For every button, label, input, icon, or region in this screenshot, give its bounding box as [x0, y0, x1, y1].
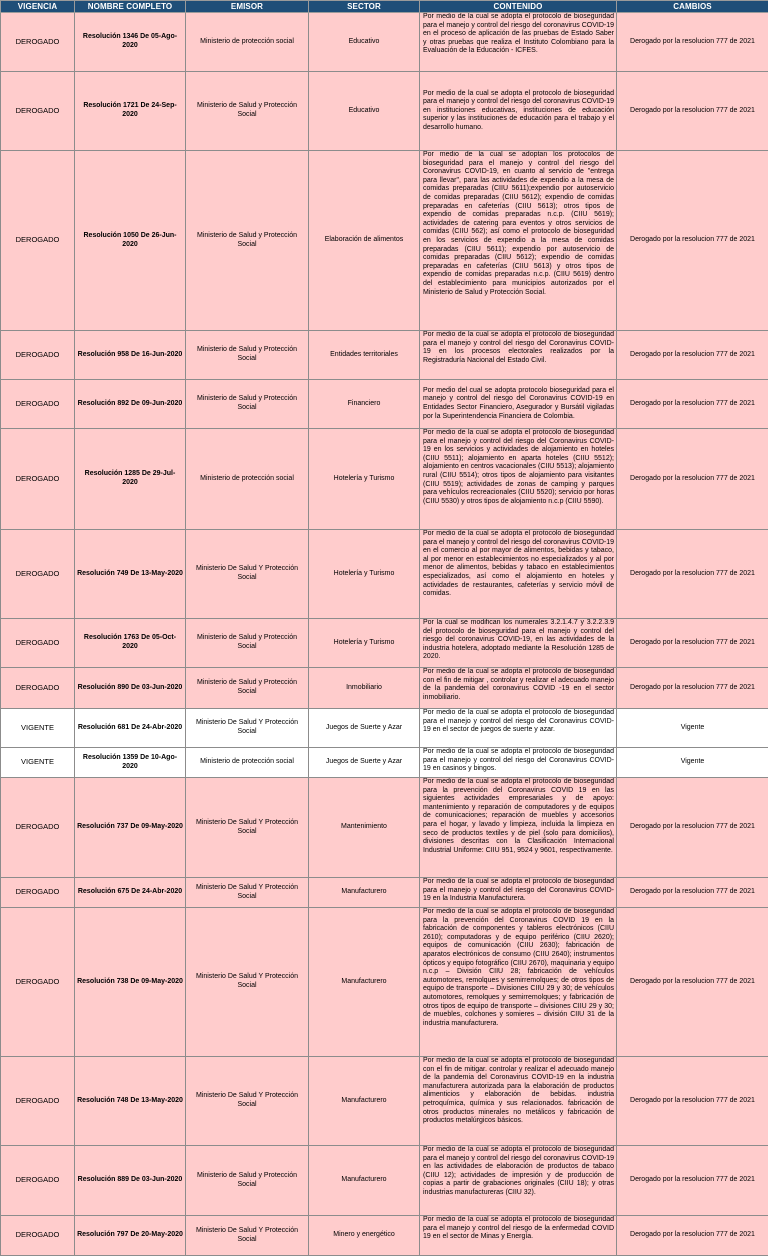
vigencia-cell: VIGENTE — [1, 748, 75, 778]
sector-cell: Financiero — [309, 380, 420, 429]
vigencia-cell: DEROGADO — [1, 1216, 75, 1256]
cambios-cell: Derogado por la resolucion 777 de 2021 — [617, 1146, 768, 1216]
nombre-cell: Resolución 1346 De 05-Ago-2020 — [75, 13, 186, 72]
sector-cell: Juegos de Suerte y Azar — [309, 709, 420, 748]
cambios-cell: Vigente — [617, 748, 768, 778]
nombre-cell: Resolución 890 De 03-Jun-2020 — [75, 668, 186, 709]
vigencia-cell: DEROGADO — [1, 72, 75, 151]
nombre-cell: Resolución 737 De 09-May-2020 — [75, 778, 186, 878]
sector-cell: Mantenimiento — [309, 778, 420, 878]
emisor-cell: Ministerio de Salud y Protección Social — [186, 380, 309, 429]
vigencia-cell: DEROGADO — [1, 778, 75, 878]
vigencia-cell: DEROGADO — [1, 1146, 75, 1216]
nombre-cell: Resolución 797 De 20-May-2020 — [75, 1216, 186, 1256]
vigencia-cell: DEROGADO — [1, 331, 75, 380]
table-row — [1, 709, 768, 748]
contenido-cell: Por medio de la cual se adopta el protocolo de bioseguridad para el manejo y control del riesgo del Coronavirus COVID-19 en los servicios y actividades de alojamiento en hoteles (CIIU 5511); alojamiento en aparta hoteles (CIIU 5512); alojamiento en centros vacacionales (CIIU 5513); alojamiento rural (CIIU 5514); otros tipos de alojamiento para visitantes (CIIU 5519); actividades de zonas de camping y parques para vehículos recreacionales (CIIU 5520); servicio por horas (CIIU 5530) y otros tipos de alojamiento n.c.p (CIIU 5590). — [420, 429, 617, 530]
emisor-cell: Ministerio De Salud Y Protección Social — [186, 878, 309, 908]
header-cambios: CAMBIOS — [617, 1, 768, 13]
cambios-cell: Derogado por la resolucion 777 de 2021 — [617, 13, 768, 72]
header-row — [1, 1, 768, 13]
table-body — [1, 13, 768, 1256]
nombre-cell: Resolución 1050 De 26-Jun-2020 — [75, 151, 186, 331]
vigencia-cell: DEROGADO — [1, 380, 75, 429]
emisor-cell: Ministerio De Salud Y Protección Social — [186, 1057, 309, 1146]
sector-cell: Manufacturero — [309, 1146, 420, 1216]
sector-cell: Educativo — [309, 13, 420, 72]
vigencia-cell: VIGENTE — [1, 709, 75, 748]
table-row — [1, 151, 768, 331]
emisor-cell: Ministerio de Salud y Protección Social — [186, 72, 309, 151]
cambios-cell: Derogado por la resolucion 777 de 2021 — [617, 908, 768, 1057]
nombre-cell: Resolución 958 De 16-Jun-2020 — [75, 331, 186, 380]
contenido-cell: Por medio del cual se adopta protocolo bioseguridad para el manejo y control del riesgo del Coronavirus COVID-19 en Entidades Sector Financiero, Asegurador y Bursátil vigiladas por la Superintendencia Financiera de Colombia. — [420, 380, 617, 429]
cambios-cell: Derogado por la resolucion 777 de 2021 — [617, 668, 768, 709]
cambios-cell: Derogado por la resolucion 777 de 2021 — [617, 619, 768, 668]
nombre-cell: Resolución 738 De 09-May-2020 — [75, 908, 186, 1057]
emisor-cell: Ministerio De Salud Y Protección Social — [186, 709, 309, 748]
cambios-cell: Derogado por la resolucion 777 de 2021 — [617, 1216, 768, 1256]
sector-cell: Hotelería y Turismo — [309, 530, 420, 619]
contenido-cell: Por medio de la cual se adopta el protocolo de bioseguridad para el manejo y control del riesgo del coronavirus COVID-19 en instituciones educativas, instituciones de educación superior y las instituciones de educación para el trabajo y el desarrollo humano. — [420, 72, 617, 151]
header-sector: SECTOR — [309, 1, 420, 13]
header-nombre: NOMBRE COMPLETO — [75, 1, 186, 13]
header-vigencia: VIGENCIA — [1, 1, 75, 13]
nombre-cell: Resolución 1721 De 24-Sep-2020 — [75, 72, 186, 151]
cambios-cell: Derogado por la resolucion 777 de 2021 — [617, 778, 768, 878]
header-contenido: CONTENIDO — [420, 1, 617, 13]
emisor-cell: Ministerio De Salud Y Protección Social — [186, 530, 309, 619]
nombre-cell: Resolución 675 De 24-Abr-2020 — [75, 878, 186, 908]
cambios-cell: Derogado por la resolucion 777 de 2021 — [617, 380, 768, 429]
contenido-cell: Por medio de la cual se adopta el protocolo de bioseguridad para el manejo y control del riesgo del Coronavirus COVID-19 en casinos y bingos. — [420, 748, 617, 778]
vigencia-cell: DEROGADO — [1, 668, 75, 709]
nombre-cell: Resolución 1285 De 29-Jul-2020 — [75, 429, 186, 530]
sector-cell: Entidades territoriales — [309, 331, 420, 380]
contenido-cell: Por medio de la cual se adopta el protocolo de bioseguridad para el manejo y control del riesgo del Coronavirus COVID-19 en el sector de juegos de suerte y azar. — [420, 709, 617, 748]
sector-cell: Manufacturero — [309, 878, 420, 908]
emisor-cell: Ministerio De Salud Y Protección Social — [186, 778, 309, 878]
emisor-cell: Ministerio de protección social — [186, 429, 309, 530]
cambios-cell: Vigente — [617, 709, 768, 748]
sector-cell: Manufacturero — [309, 1057, 420, 1146]
nombre-cell: Resolución 749 De 13-May-2020 — [75, 530, 186, 619]
contenido-cell: Por la cual se modifican los numerales 3.2.1.4.7 y 3.2.2.3.9 del protocolo de bioseguridad para el manejo y control del riesgo del coronavirus COVID-19, en las actividades de la industria hotelera, adoptado mediante la Resolución 1285 de 2020. — [420, 619, 617, 668]
table-row — [1, 429, 768, 530]
cambios-cell: Derogado por la resolucion 777 de 2021 — [617, 530, 768, 619]
table-row — [1, 13, 768, 72]
emisor-cell: Ministerio De Salud Y Protección Social — [186, 908, 309, 1057]
contenido-cell: Por medio de la cual se adopta el protocolo de bioseguridad para el manejo y control del riesgo del coronavirus COVID-19 en el proceso de aplicación de las pruebas de Estado Saber y otras pruebas que realiza el Instituto Colombiano para la Evaluación de la Educación - ICFES. — [420, 13, 617, 72]
contenido-cell: Por medio de la cual se adopta el protocolo de bioseguridad para el manejo y control del riesgo del Coronavirus COVID-19 en los procesos electorales realizados por la Registraduría Nacional del Estado Civil. — [420, 331, 617, 380]
cambios-cell: Derogado por la resolucion 777 de 2021 — [617, 151, 768, 331]
emisor-cell: Ministerio de Salud y Protección Social — [186, 151, 309, 331]
emisor-cell: Ministerio de protección social — [186, 13, 309, 72]
emisor-cell: Ministerio de Salud y Protección Social — [186, 1146, 309, 1216]
sector-cell: Educativo — [309, 72, 420, 151]
table-row — [1, 380, 768, 429]
cambios-cell: Derogado por la resolucion 777 de 2021 — [617, 429, 768, 530]
nombre-cell: Resolución 1763 De 05-Oct-2020 — [75, 619, 186, 668]
contenido-cell: Por medio de la cual se adopta el protocolo de bioseguridad para el manejo y control del riesgo de la enfermedad COVID 19 en el sector de Minas y Energía. — [420, 1216, 617, 1256]
vigencia-cell: DEROGADO — [1, 908, 75, 1057]
nombre-cell: Resolución 748 De 13-May-2020 — [75, 1057, 186, 1146]
contenido-cell: Por medio de la cual se adopta el protocolo de bioseguridad para el manejo y control del riesgo del Coronavirus COVID-19 en la Industria Manufacturera. — [420, 878, 617, 908]
table-row — [1, 1216, 768, 1256]
contenido-cell: Por medio de la cual se adopta el protocolo de bioseguridad para el manejo y control del riesgo del coronavirus COVID-19 en el comercio al por mayor de alimentos, bebidas y tabaco, al por menor en establecimientos no especializados y al por menor de alimentos, bebidas y tabaco en establecimientos especializados, así como el alojamiento en hoteles y actividades de restaurantes, cafeterías y servicio móvil de comidas. — [420, 530, 617, 619]
table-row — [1, 331, 768, 380]
vigencia-cell: DEROGADO — [1, 619, 75, 668]
emisor-cell: Ministerio de Salud y Protección Social — [186, 331, 309, 380]
table-row — [1, 619, 768, 668]
vigencia-cell: DEROGADO — [1, 429, 75, 530]
sector-cell: Inmobiliario — [309, 668, 420, 709]
table-row — [1, 908, 768, 1057]
cambios-cell: Derogado por la resolucion 777 de 2021 — [617, 331, 768, 380]
sector-cell: Manufacturero — [309, 908, 420, 1057]
vigencia-cell: DEROGADO — [1, 151, 75, 331]
contenido-cell: Por medio de la cual se adopta el protocolo de bioseguridad con el fin de mitigar. controlar y realizar el adecuado manejo de la pandemia del Coronavirus COVID-19 en la industria manufacturera autorizada para la elaboración de productos alimenticios y elaboración de bebidas. industria petroquímica, química y sus relacionados. fabricación de otros productos minerales no metálicos y fabricación de productos metalúrgicos básicos. — [420, 1057, 617, 1146]
emisor-cell: Ministerio de Salud y Protección Social — [186, 619, 309, 668]
cambios-cell: Derogado por la resolucion 777 de 2021 — [617, 1057, 768, 1146]
vigencia-cell: DEROGADO — [1, 13, 75, 72]
header-emisor: EMISOR — [186, 1, 309, 13]
table-row — [1, 1146, 768, 1216]
table-row — [1, 1057, 768, 1146]
contenido-cell: Por medio de la cual se adopta el protocolo de bioseguridad para la prevención del Coronavirus COVID 19 en las siguientes actividades empresariales y de apoyo: mantenimiento y reparación de computadores y de equipos de comunicaciones; reparación de muebles y accesorios para el hogar, y lavado y limpieza, incluida la limpieza en seco de productos textiles y de piel (solo para domicilios), divisiones descritas con la Clasificación Internacional Industrial Uniforme: CIIU 951, 9524 y 9601, respectivamente. — [420, 778, 617, 878]
cambios-cell: Derogado por la resolucion 777 de 2021 — [617, 878, 768, 908]
nombre-cell: Resolución 892 De 09-Jun-2020 — [75, 380, 186, 429]
contenido-cell: Por medio de la cual se adopta el protocolo de bioseguridad con el fin de mitigar , controlar y realizar el adecuado manejo de la pandemia del coronavirus COVID -19 en el sector inmobiliario. — [420, 668, 617, 709]
emisor-cell: Ministerio de Salud y Protección Social — [186, 668, 309, 709]
table-row — [1, 778, 768, 878]
sector-cell: Minero y energético — [309, 1216, 420, 1256]
contenido-cell: Por medio de la cual se adoptan los protocolos de bioseguridad para el manejo y control del riesgo del Coronavirus COVID-19, en cuanto al servicio de "entrega para llevar", para las actividades de expendio a la mesa de comidas preparadas (CIIU 5611);expendio por autoservicio de comidas preparadas (CIIU 5612); expendio de comidas preparadas en cafeterías (CIIU 5613); otros tipos de expendio de comidas preparadas n.c.p. (CIIU 5619); actividades de catering para eventos y otros servicios de comidas (CIIU 562); así como el protocolo de bioseguridad en los servicios de expendio a la mesa de comidas preparadas (CIIU 5611); expendio por autoservicio de comidas preparadas (CIIU 5612); expendio de comidas preparadas en cafeterías (CIIU 5613) y otros tipos de expendio de comidas preparadas n.c.p. (CIIU 5619) dentro del establecimiento para municipios autorizados por el Ministerio de Salud y Protección Social. — [420, 151, 617, 331]
vigencia-cell: DEROGADO — [1, 530, 75, 619]
sector-cell: Hotelería y Turismo — [309, 429, 420, 530]
sector-cell: Elaboración de alimentos — [309, 151, 420, 331]
cambios-cell: Derogado por la resolucion 777 de 2021 — [617, 72, 768, 151]
sector-cell: Hotelería y Turismo — [309, 619, 420, 668]
vigencia-cell: DEROGADO — [1, 878, 75, 908]
table-row — [1, 748, 768, 778]
table-row — [1, 878, 768, 908]
emisor-cell: Ministerio De Salud Y Protección Social — [186, 1216, 309, 1256]
nombre-cell: Resolución 681 De 24-Abr-2020 — [75, 709, 186, 748]
table-row — [1, 72, 768, 151]
vigencia-cell: DEROGADO — [1, 1057, 75, 1146]
sector-cell: Juegos de Suerte y Azar — [309, 748, 420, 778]
nombre-cell: Resolución 889 De 03-Jun-2020 — [75, 1146, 186, 1216]
emisor-cell: Ministerio de protección social — [186, 748, 309, 778]
nombre-cell: Resolución 1359 De 10-Ago-2020 — [75, 748, 186, 778]
table-row — [1, 668, 768, 709]
contenido-cell: Por medio de la cual se adopta el protocolo de bioseguridad para el manejo y control del riesgo del coronavirus COVID-19 en las actividades de elaboración de productos de tabaco (CIIU 12); actividades de impresión y de producción de copias a partir de grabaciones originales (CIIU 18); y otras industrias manufactureras (CIIU 32). — [420, 1146, 617, 1216]
contenido-cell: Por medio de la cual se adopta el protocolo de bioseguridad para la prevención del Coronavirus COVID 19 en la fabricación de componentes y tableros electrónicos (CIIU 2610); computadoras y de equipo periférico (CIIU 2620); equipos de comunicación (CIIU 2630); fabricación de aparatos electrónicos de consumo (CIIU 2640); instrumentos ópticos y equipo fotográfico (CIIU 2670), maquinaria y equipo n.c.p – División CIIU 28; fabricación de vehículos automotores, remolques y semirremolques; de otros tipos de equipo de transporte – Divisiones CIIU 29 y 30; de vehículos automotores, remolques y semirremolques; y fabricación de otros tipos de equipo de transporte – divisiones CIIU 29 y 30; de muebles, colchones y somieres – división CIIU 31 de la industria manufacturera. — [420, 908, 617, 1057]
table-row — [1, 530, 768, 619]
